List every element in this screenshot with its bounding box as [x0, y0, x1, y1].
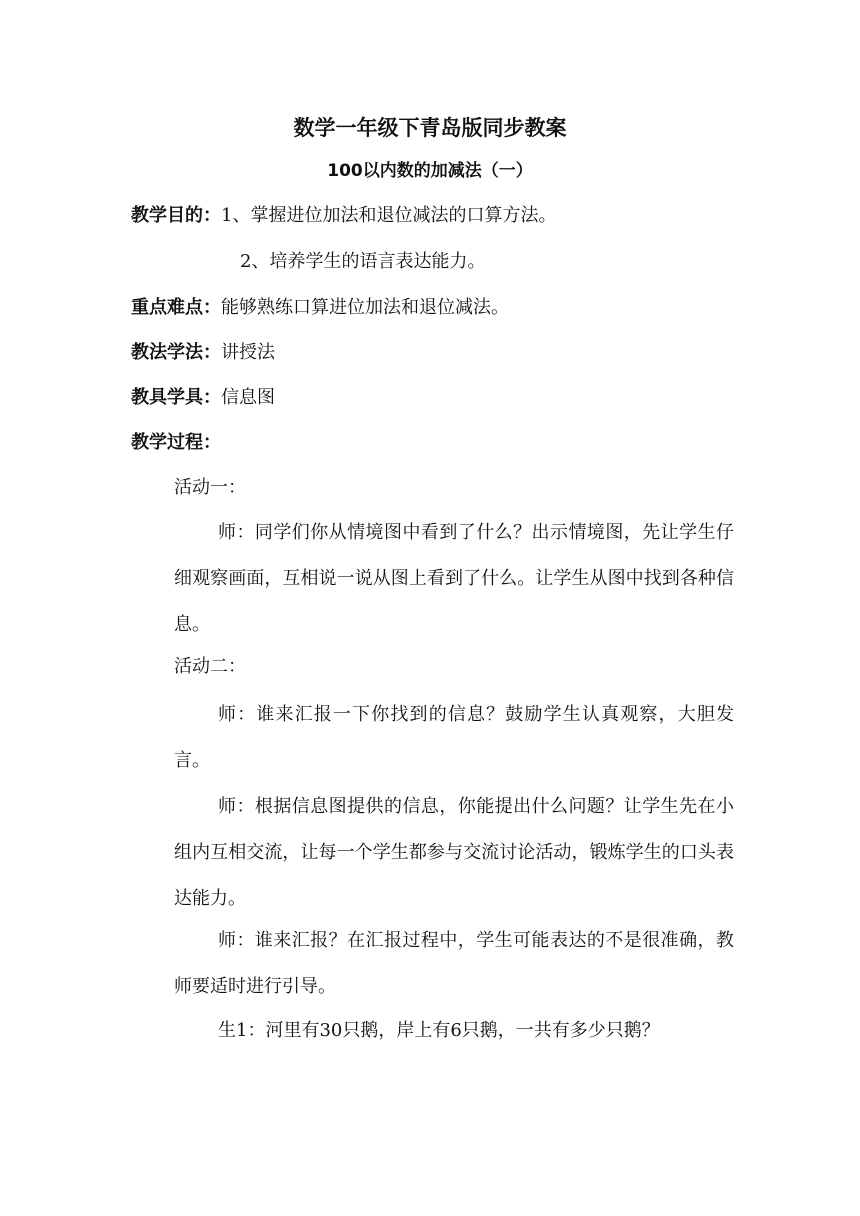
paragraph-4: 师：谁来汇报？在汇报过程中，学生可能表达的不是很准确，教师要适时进行引导。	[174, 930, 734, 997]
method-label: 教法学法：	[131, 342, 221, 363]
teaching-goal-1: 1、掌握进位加法和退位减法的口算方法。	[221, 205, 557, 226]
document-title: 数学一年级下青岛版同步教案	[293, 116, 567, 140]
key-points-row	[131, 292, 509, 324]
teaching-goal-label: 教学目的：	[131, 205, 221, 226]
process-label: 教学过程：	[131, 432, 221, 453]
process-row	[131, 427, 221, 459]
tools-label: 教具学具：	[131, 387, 221, 408]
paragraph-2: 师：谁来汇报一下你找到的信息？鼓励学生认真观察，大胆发言。	[174, 704, 734, 771]
paragraph-5: 生1：河里有30只鹅，岸上有6只鹅，一共有多少只鹅？	[218, 1020, 660, 1041]
document-subtitle: 100以内数的加减法（一）	[327, 161, 533, 181]
activity-1-heading: 活动一：	[174, 477, 246, 498]
paragraph-3: 师：根据信息图提供的信息，你能提出什么问题？让学生先在小组内互相交流，让每一个学生都参与交流讨论活动，锻炼学生的口头表达能力。	[174, 796, 734, 909]
teaching-goal-2: 2、培养学生的语言表达能力。	[240, 251, 486, 272]
method-text: 讲授法	[221, 342, 275, 363]
method-row	[131, 337, 275, 369]
paragraph-1: 师：同学们你从情境图中看到了什么？出示情境图，先让学生仔细观察画面，互相说一说从图上看到了什么。让学生从图中找到各种信息。	[174, 522, 734, 635]
activity-2-heading: 活动二：	[174, 656, 246, 677]
key-points-label: 重点难点：	[131, 297, 221, 318]
teaching-goal-row	[131, 200, 556, 232]
tools-row	[131, 382, 275, 414]
key-points-text: 能够熟练口算进位加法和退位减法。	[221, 297, 509, 318]
tools-text: 信息图	[221, 387, 275, 408]
